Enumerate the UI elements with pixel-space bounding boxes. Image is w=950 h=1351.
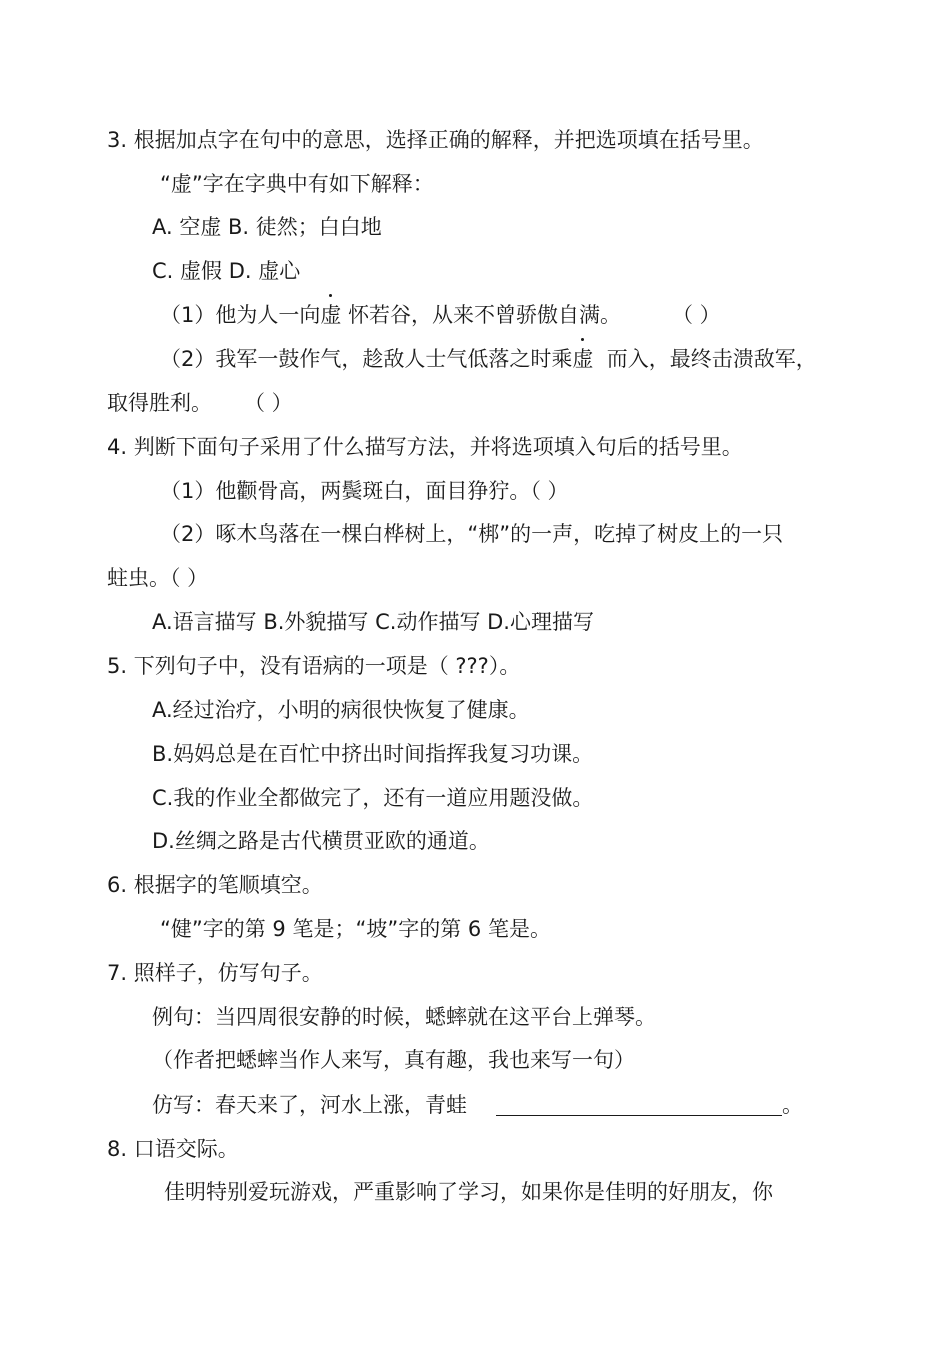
q3-item1 — [160, 300, 621, 330]
q8-title: 8. 口语交际。 — [107, 1137, 239, 1161]
q4-title: 4. 判断下面句子采用了什么描写方法，并将选项填入句后的括号里。 — [107, 435, 743, 459]
q3-item2 — [160, 344, 817, 374]
q4-item2-cont: 蛀虫。（ ） — [107, 566, 209, 590]
q7-end-punct: 。 — [782, 1093, 803, 1117]
q3-options-line1: A. 空虚 B. 徒然；白白地 — [152, 215, 382, 239]
q3-item1-pre: （1）他为人一向 — [160, 303, 321, 327]
q4-options: A.语言描写 B.外貌描写 C.动作描写 D.心理描写 — [152, 610, 594, 634]
q7-title: 7. 照样子，仿写句子。 — [107, 961, 323, 985]
q4-item1: （1）他颧骨高，两鬓斑白，面目狰狞。（ ） — [160, 479, 569, 503]
q4-item2: （2）啄木鸟落在一棵白桦树上，“梆”的一声，吃掉了树皮上的一只 — [160, 522, 784, 546]
q7-note: （作者把蟋蟀当作人来写，真有趣，我也来写一句） — [152, 1048, 635, 1072]
q3-options-line2: C. 虚假 D. 虚心 — [152, 259, 301, 283]
q3-item1-answer-paren[interactable]: （ ） — [672, 303, 721, 327]
q7-answer-line[interactable] — [496, 1090, 803, 1120]
q6-title: 6. 根据字的笔顺填空。 — [107, 873, 323, 897]
q6-line: “健”字的第 9 笔是；“坡”字的第 6 笔是。 — [160, 917, 551, 941]
q5-option-a: A.经过治疗，小明的病很快恢复了健康。 — [152, 698, 530, 722]
q3-item1-dotted-char: 虚 — [320, 300, 341, 330]
q7-example: 例句：当四周很安静的时候，蟋蟀就在这平台上弹琴。 — [152, 1005, 656, 1029]
q7-imitate — [152, 1090, 467, 1120]
q7-imitate-prompt: 仿写：春天来了，河水上涨，青蛙 — [152, 1093, 467, 1117]
q3-item2-dotted-char: 虚 — [572, 344, 593, 374]
q3-item1-post: 怀若谷，从来不曾骄傲自满。 — [348, 303, 622, 327]
q5-option-d: D.丝绸之路是古代横贯亚欧的通道。 — [152, 829, 490, 853]
q5-option-c: C.我的作业全都做完了，还有一道应用题没做。 — [152, 786, 594, 810]
q5-title: 5. 下列句子中，没有语病的一项是（ ???）。 — [107, 654, 521, 678]
q8-text: 佳明特别爱玩游戏，严重影响了学习，如果你是佳明的好朋友，你 — [164, 1180, 773, 1204]
q3-title: 3. 根据加点字在句中的意思，选择正确的解释，并把选项填在括号里。 — [107, 128, 764, 152]
q5-option-b: B.妈妈总是在百忙中挤出时间指挥我复习功课。 — [152, 742, 594, 766]
q3-intro: “虚”字在字典中有如下解释： — [160, 172, 434, 196]
q7-answer-blank[interactable] — [496, 1093, 782, 1116]
q3-item2-post: 而入，最终击溃敌军， — [606, 347, 817, 371]
q3-item2-cont: 取得胜利。 — [107, 391, 212, 415]
q3-item2-answer-paren[interactable]: （ ） — [244, 391, 293, 415]
q3-item2-pre: （2）我军一鼓作气，趁敌人士气低落之时乘 — [160, 347, 573, 371]
